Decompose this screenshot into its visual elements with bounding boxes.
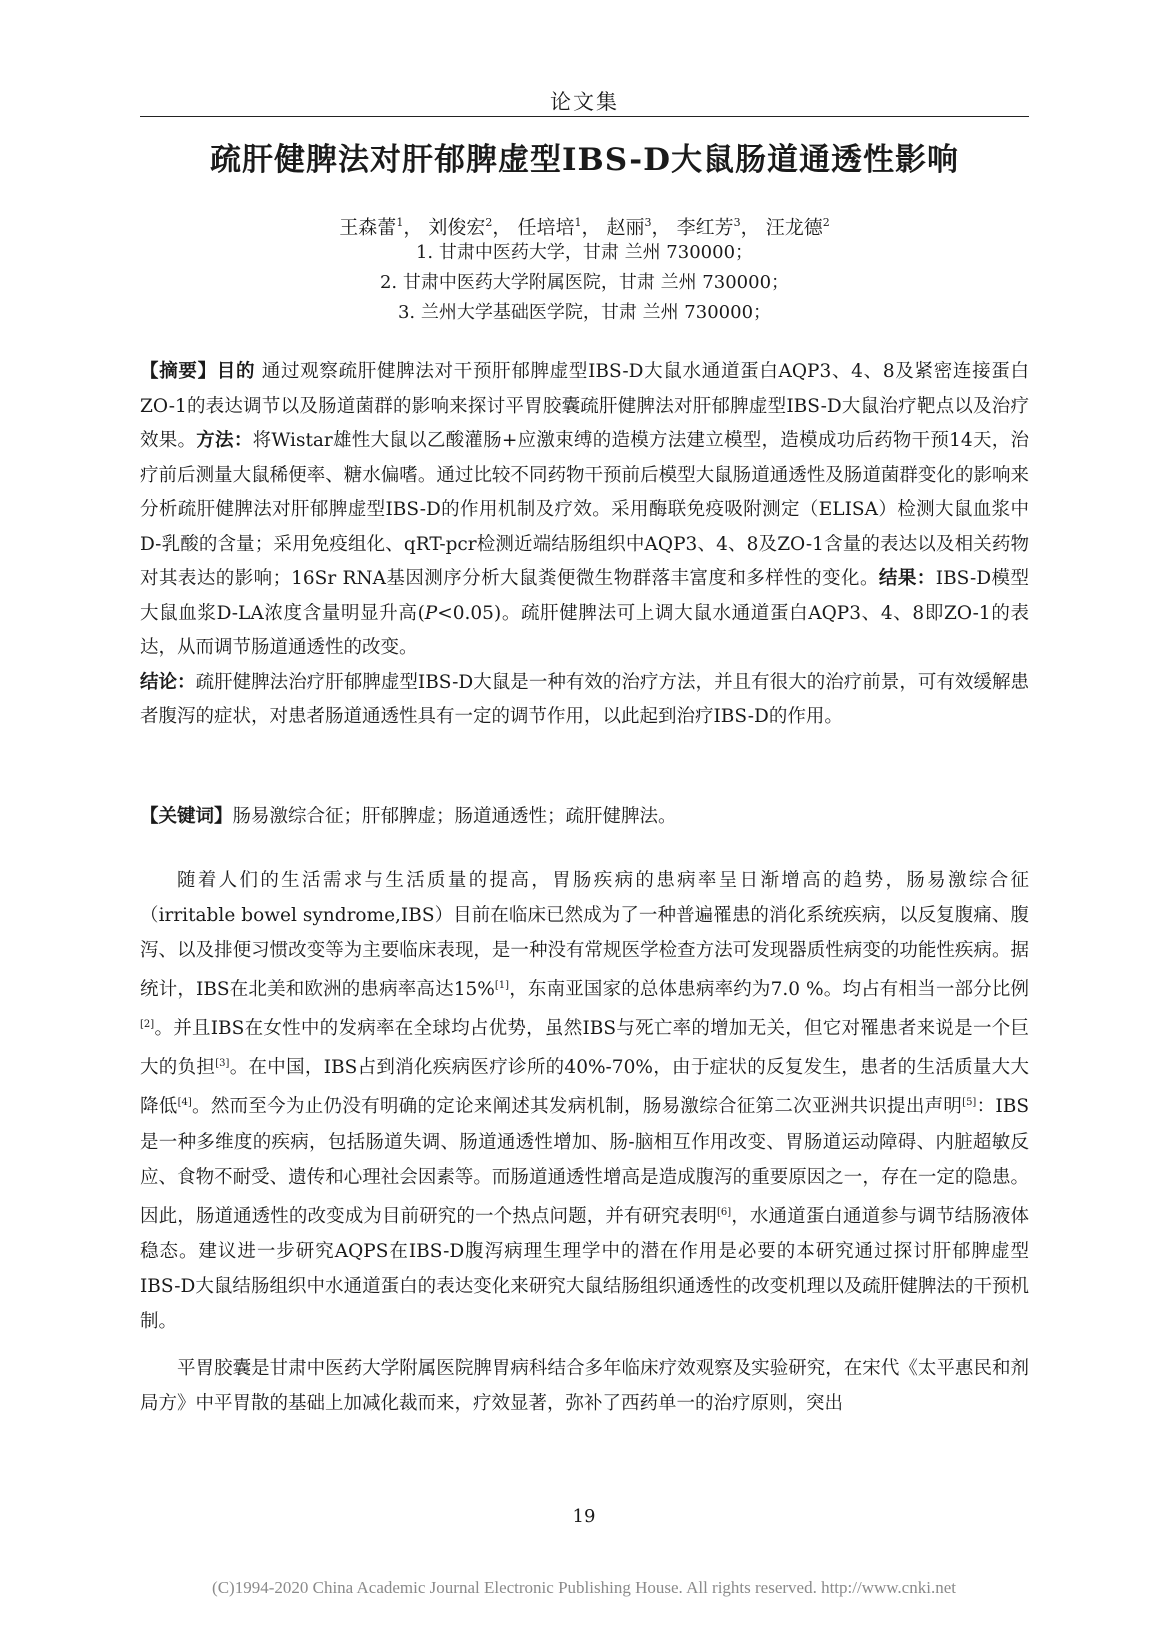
- body-paragraph-1: [140, 863, 1029, 1339]
- paragraph-text: ，水通道蛋白通道参与调节结肠液体稳态。建议进一步研究AQPS在IBS-D腹泻病理生理学中的潜在作用是必要的本研究通过探讨肝郁脾虚型IBS-D大鼠结肠组织中水通道蛋白的表达变化来研究大鼠结肠组织通透性的改变机理以及疏肝健脾法的干预机制。: [140, 1205, 1029, 1332]
- abstract-method-label: 方法：: [196, 430, 253, 451]
- keywords: [140, 800, 1029, 834]
- author-separator: ，: [651, 216, 671, 239]
- keywords-text: 肠易激综合征；肝郁脾虚；肠道通透性；疏肝健脾法。: [232, 806, 677, 827]
- paragraph-text: 。并且IBS在女性中的发病率在全球均占优势，虽然IBS与死亡率的增加无关，但它对罹患者来说是一个巨大的负担: [140, 1018, 1029, 1079]
- abstract-purpose-text: 通过观察疏肝健脾法对干预肝郁脾虚型IBS-D大鼠水通道蛋白AQP3、4、8及紧密连接蛋白ZO-1的表达调节以及肠道菌群的影响来探讨平胃胶囊疏肝健脾法对肝郁脾虚型IBS-D大鼠治疗靶点以及治疗效果。: [140, 361, 1029, 451]
- running-head: 论文集: [550, 90, 619, 114]
- copyright-notice: (C)1994-2020 China Academic Journal Electronic Publishing House. All rights reserved. http://www.cnki.net: [212, 1578, 956, 1597]
- author-affiliation-mark: 3: [644, 216, 652, 229]
- citation-ref: [2]: [140, 1019, 155, 1031]
- author-name: 李红芳: [676, 216, 734, 239]
- header-rule: [140, 116, 1029, 117]
- author-affiliation-mark: 1: [574, 216, 582, 229]
- body-text: [140, 863, 1029, 1433]
- paragraph-text: 。在中国，IBS占到消化疾病医疗诊所的40%-70%，由于症状的反复发生，患者的生活质量大大降低: [140, 1057, 1029, 1118]
- author-affiliation-mark: 1: [396, 216, 404, 229]
- author-affiliation-mark: 2: [485, 216, 493, 229]
- author-separator: ，: [403, 216, 423, 239]
- paragraph-text: ：IBS是一种多维度的疾病，包括肠道失调、肠道通透性增加、肠-脑相互作用改变、胃肠道运动障碍、内脏超敏反应、食物不耐受、遗传和心理社会因素等。而肠道通透性增高是造成腹泻的重要原因之一，存在一定的隐患。因此，肠道通透性的改变成为目前研究的一个热点问题，并有研究表明: [140, 1096, 1029, 1227]
- page-number: 19: [572, 1506, 596, 1527]
- citation-ref: [3]: [215, 1058, 230, 1070]
- author-separator: ，: [581, 216, 601, 239]
- abstract-p-value-symbol: P: [424, 602, 438, 624]
- abstract-label: 【摘要】: [140, 361, 217, 382]
- abstract-result-text: IBS-D模型大鼠血浆D-LA浓度含量明显升高(: [140, 568, 1029, 624]
- abstract-purpose-label: 目的: [216, 361, 256, 382]
- author-separator: ，: [492, 216, 512, 239]
- abstract-conclusion-text: 疏肝健脾法治疗肝郁脾虚型IBS-D大鼠是一种有效的治疗方法，并且有很大的治疗前景，可有效缓解患者腹泻的症状，对患者肠道通透性具有一定的调节作用，以此起到治疗IBS-D的作用。: [140, 671, 1029, 727]
- affiliation-3: 3. 兰州大学基础医学院，甘肃 兰州 730000；: [397, 302, 772, 323]
- author-separator: ，: [740, 216, 760, 239]
- affiliation-1: 1. 甘肃中医药大学，甘肃 兰州 730000；: [415, 242, 754, 263]
- abstract-result-text-cont: <0.05)。疏肝健脾法可上调大鼠水通道蛋白AQP3、4、8即ZO-1的表达，从而调节肠道通透性的改变。: [140, 602, 1030, 658]
- author-name: 刘俊宏: [428, 216, 486, 239]
- citation-ref: [6]: [717, 1206, 732, 1218]
- abstract: [140, 355, 1029, 735]
- abstract-conclusion-label: 结论：: [140, 671, 196, 693]
- author-name: 汪龙德: [765, 216, 823, 239]
- body-paragraph-2: 平胃胶囊是甘肃中医药大学附属医院脾胃病科结合多年临床疗效观察及实验研究，在宋代《太平惠民和剂局方》中平胃散的基础上加减化裁而来，疗效显著，弥补了西药单一的治疗原则，突出: [140, 1357, 1029, 1414]
- paragraph-text: 随着人们的生活需求与生活质量的提高，胃肠疾病的患病率呈日渐增高的趋势，肠易激综合征（irritable bowel syndrome,IBS）目前在临床已然成为了一种普遍罹患的消化系统疾病，以反复腹痛、腹泻、以及排便习惯改变等为主要临床表现，是一种没有常规医学检查方法可发现器质性病变的功能性疾病。据统计，IBS在北美和欧洲的患病率高达15%: [140, 870, 1029, 1001]
- keywords-label: 【关键词】: [140, 806, 233, 827]
- citation-ref: [5]: [962, 1097, 977, 1109]
- citation-ref: [1]: [494, 980, 510, 991]
- author-name: 任培培: [517, 216, 575, 239]
- author-name: 赵丽: [606, 216, 645, 239]
- paragraph-text: ，东南亚国家的总体患病率约为7.0 %。均占有相当一部分比例: [509, 979, 1029, 1001]
- paragraph-text: 。然而至今为止仍没有明确的定论来阐述其发病机制，肠易激综合征第二次亚洲共识提出声明: [191, 1096, 963, 1118]
- abstract-result-label: 结果：: [878, 568, 936, 589]
- paper-title: 疏肝健脾法对肝郁脾虚型IBS-D大鼠肠道通透性影响: [210, 142, 959, 178]
- abstract-method-text: 将Wistar雄性大鼠以乙酸灌肠+应激束缚的造模方法建立模型，造模成功后药物干预14天，治疗前后测量大鼠稀便率、糖水偏嗜。通过比较不同药物干预前后模型大鼠肠道通透性及肠道菌群变化的影响来分析疏肝健脾法对肝郁脾虚型IBS-D的作用机制及疗效。采用酶联免疫吸附测定（ELISA）检测大鼠血浆中D-乳酸的含量；采用免疫组化、qRT-pcr检测近端结肠组织中AQP3、4、8及ZO-1含量的表达以及相关药物对其表达的影响；16Sr RNA基因测序分析大鼠粪便微生物群落丰富度和多样性的变化。: [140, 430, 1029, 589]
- citation-ref: [4]: [177, 1097, 192, 1109]
- author-affiliation-mark: 3: [733, 216, 741, 229]
- author-name: 王森蕾: [339, 216, 397, 239]
- author-affiliation-mark: 2: [822, 216, 830, 229]
- affiliation-2: 2. 甘肃中医药大学附属医院，甘肃 兰州 730000；: [379, 272, 790, 293]
